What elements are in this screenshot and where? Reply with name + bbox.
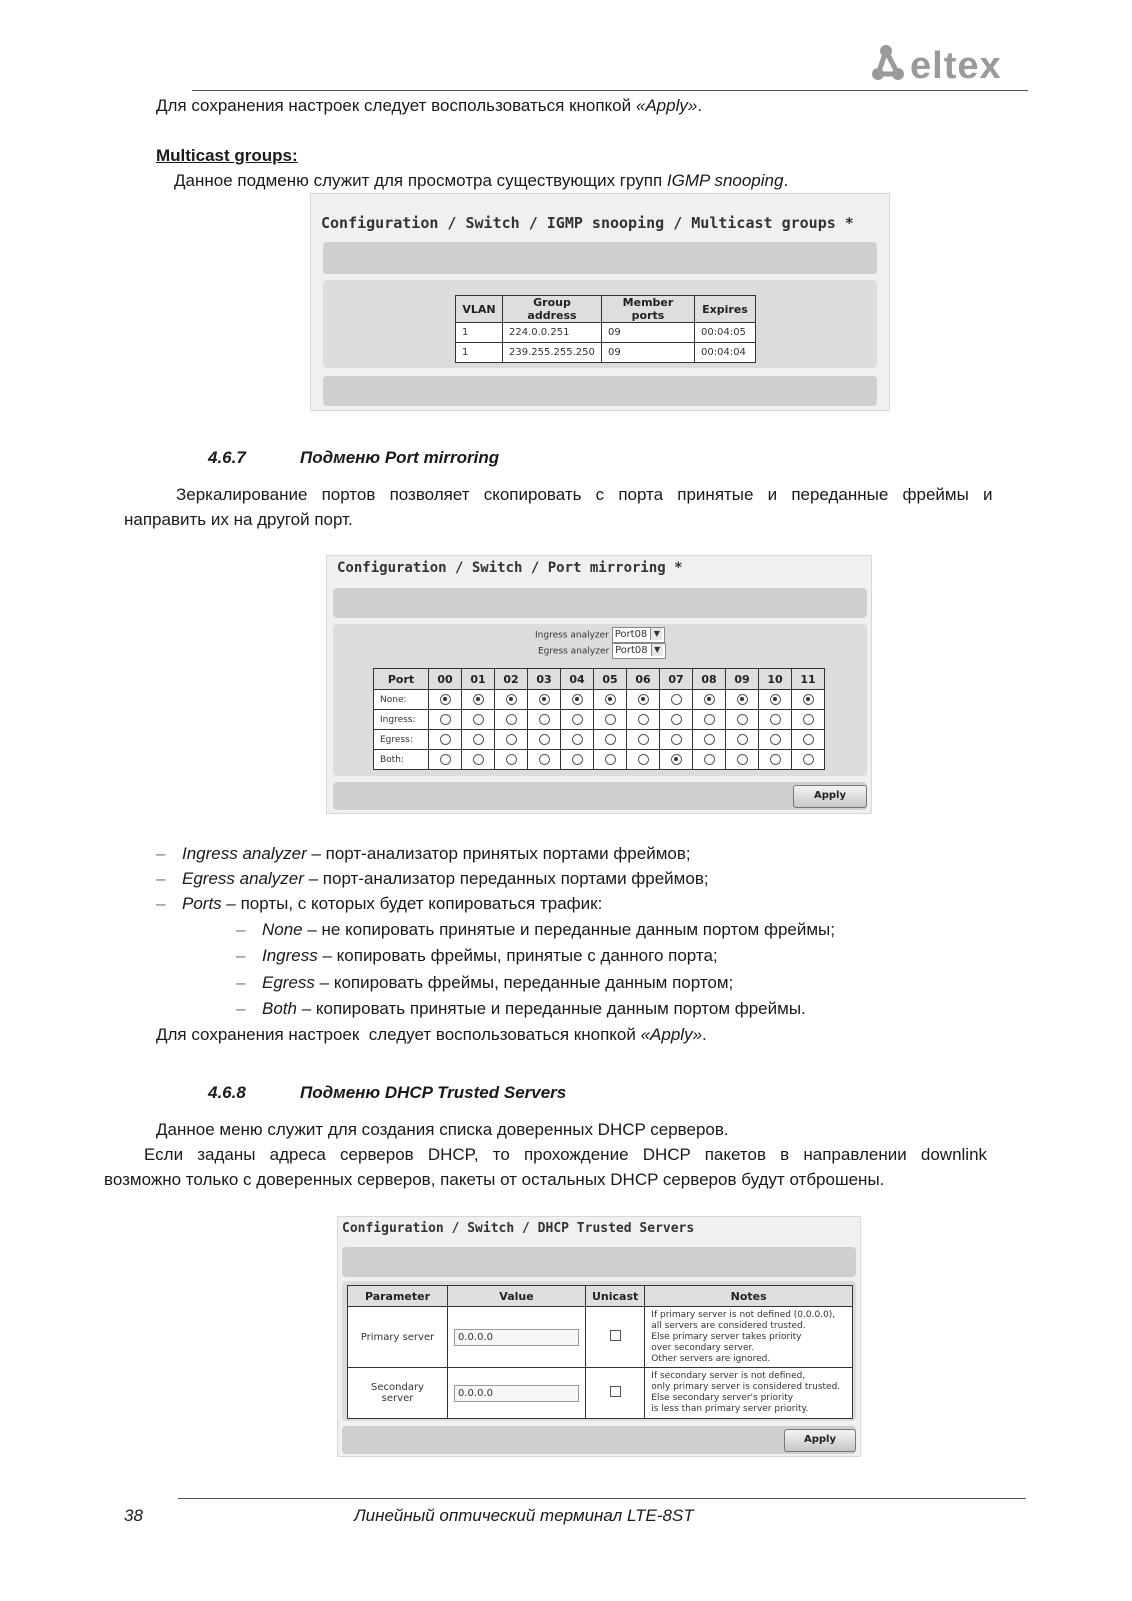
cell-value <box>448 1368 586 1419</box>
note-line: only primary server is considered trusted. <box>651 1382 841 1392</box>
port-mode-radio[interactable] <box>506 754 517 765</box>
cell-member-ports: 09 <box>602 323 695 343</box>
section-467-title: Подменю Port mirroring <box>300 448 500 467</box>
radio-cell <box>462 710 495 730</box>
port-mode-radio[interactable] <box>638 714 649 725</box>
radio-cell <box>561 710 594 730</box>
table-row <box>456 343 756 363</box>
row-label: Both: <box>374 750 429 770</box>
port-mirroring-screenshot-title: Configuration / Switch / Port mirroring * <box>337 560 683 576</box>
radio-cell <box>561 690 594 710</box>
col-port-09: 09 <box>726 669 759 690</box>
radio-cell <box>759 730 792 750</box>
section-468-para2-line1: Если заданы адреса серверов DHCP, то прохождение DHCP пакетов в направлении downlink <box>144 1145 988 1164</box>
multicast-screenshot-title: Configuration / Switch / IGMP snooping / Multicast groups * <box>321 214 854 232</box>
dhcp-apply-button[interactable]: Apply <box>784 1429 856 1452</box>
cell-expires: 00:04:05 <box>695 323 756 343</box>
bullet-ingress-analyzer: – Ingress analyzer – порт-анализатор принятых портами фреймов; <box>182 842 691 866</box>
radio-cell <box>429 690 462 710</box>
port-mode-radio[interactable] <box>506 694 517 705</box>
radio-cell <box>429 750 462 770</box>
port-mode-radio[interactable] <box>605 694 616 705</box>
col-port-04: 04 <box>561 669 594 690</box>
note-line: all servers are considered trusted. <box>651 1320 806 1331</box>
port-mode-radio[interactable] <box>671 754 682 765</box>
radio-cell <box>462 730 495 750</box>
eltex-logo-mark-icon <box>872 42 1042 88</box>
port-mode-radio[interactable] <box>473 754 484 765</box>
page-number: 38 <box>124 1506 143 1525</box>
intro-apply-note: Для сохранения настроек следует воспользоваться кнопкой «Apply». <box>156 96 703 115</box>
radio-cell <box>627 690 660 710</box>
col-port-00: 00 <box>429 669 462 690</box>
cell-vlan: 1 <box>456 343 503 363</box>
section-468-title: Подменю DHCP Trusted Servers <box>300 1083 567 1102</box>
port-mode-radio[interactable] <box>440 714 451 725</box>
egress-analyzer-row <box>538 643 666 659</box>
col-port-01: 01 <box>462 669 495 690</box>
port-mode-radio[interactable] <box>539 754 550 765</box>
port-mode-radio[interactable] <box>473 694 484 705</box>
note-line: Else primary server takes priority <box>651 1331 802 1342</box>
radio-cell <box>495 750 528 770</box>
radio-cell <box>726 710 759 730</box>
multicast-toolbar-bar <box>323 242 877 274</box>
cell-parameter: Primary server <box>348 1307 448 1368</box>
bullet-egress-analyzer: – Egress analyzer – порт-анализатор переданных портами фреймов; <box>182 867 709 891</box>
col-member-ports: Member ports <box>602 296 695 323</box>
radio-cell <box>528 710 561 730</box>
cell-expires: 00:04:04 <box>695 343 756 363</box>
cell-unicast <box>586 1368 645 1419</box>
col-expires: Expires <box>695 296 756 323</box>
dhcp-screenshot-title: Configuration / Switch / DHCP Trusted Servers <box>342 1221 695 1236</box>
radio-cell <box>759 690 792 710</box>
port-mode-radio[interactable] <box>803 694 814 705</box>
port-mode-radio[interactable] <box>440 694 451 705</box>
ingress-analyzer-row <box>535 627 665 643</box>
radio-cell <box>660 710 693 730</box>
port-mode-radio[interactable] <box>572 714 583 725</box>
radio-cell <box>627 710 660 730</box>
radio-cell <box>462 750 495 770</box>
radio-cell <box>792 730 825 750</box>
port-mode-radio[interactable] <box>473 734 484 745</box>
port-mode-radio[interactable] <box>770 754 781 765</box>
port-mode-radio[interactable] <box>770 734 781 745</box>
port-mode-radio[interactable] <box>803 754 814 765</box>
port-mode-radio[interactable] <box>638 694 649 705</box>
port-mode-radio[interactable] <box>539 734 550 745</box>
radio-cell <box>528 730 561 750</box>
col-port-11: 11 <box>792 669 825 690</box>
secondary-server-input[interactable]: 0.0.0.0 <box>454 1385 579 1402</box>
radio-cell <box>726 730 759 750</box>
port-mode-radio[interactable] <box>506 734 517 745</box>
port-mode-radio[interactable] <box>770 694 781 705</box>
col-port: Port <box>374 669 429 690</box>
port-mode-radio[interactable] <box>704 754 715 765</box>
table-row <box>348 1368 853 1419</box>
port-mirroring-footer-bar <box>333 782 867 810</box>
port-mode-radio[interactable] <box>704 694 715 705</box>
radio-cell <box>594 710 627 730</box>
ingress-analyzer-label: Ingress analyzer <box>535 630 609 641</box>
port-mode-radio[interactable] <box>572 734 583 745</box>
section-467-number: 4.6.7 <box>208 448 246 467</box>
note-line: Else secondary server's priority <box>651 1393 794 1403</box>
cell-notes <box>645 1307 853 1368</box>
radio-cell <box>495 690 528 710</box>
port-mode-radio[interactable] <box>737 734 748 745</box>
radio-cell <box>561 730 594 750</box>
sub-bullet-ingress: – Ingress – копировать фреймы, принятые с данного порта; <box>262 944 718 968</box>
col-port-07: 07 <box>660 669 693 690</box>
radio-cell <box>495 710 528 730</box>
radio-cell <box>594 690 627 710</box>
chevron-down-icon: ▼ <box>650 628 662 640</box>
port-mode-radio[interactable] <box>473 714 484 725</box>
cell-value <box>448 1307 586 1368</box>
table-row <box>456 323 756 343</box>
radio-cell <box>693 730 726 750</box>
col-port-05: 05 <box>594 669 627 690</box>
radio-cell <box>693 750 726 770</box>
radio-cell <box>693 710 726 730</box>
col-parameter: Parameter <box>348 1286 448 1307</box>
section-468-number: 4.6.8 <box>208 1083 246 1102</box>
note-line: is less than primary server priority. <box>651 1404 809 1414</box>
radio-cell <box>759 750 792 770</box>
col-value: Value <box>448 1286 586 1307</box>
radio-cell <box>660 750 693 770</box>
multicast-heading: Multicast groups: <box>156 146 298 165</box>
port-mode-radio[interactable] <box>803 714 814 725</box>
cell-parameter: Secondary server <box>348 1368 448 1419</box>
radio-cell <box>627 750 660 770</box>
secondary-unicast-checkbox[interactable] <box>610 1386 621 1397</box>
sub-bullet-none: – None – не копировать принятые и переданные данным портом фреймы; <box>262 918 835 942</box>
cell-unicast <box>586 1307 645 1368</box>
port-mirroring-apply-button[interactable]: Apply <box>793 785 867 808</box>
ingress-analyzer-select[interactable]: Port08 ▼ <box>612 627 666 643</box>
dhcp-toolbar-bar <box>342 1247 856 1277</box>
port-mode-radio[interactable] <box>605 734 616 745</box>
row-label: Egress: <box>374 730 429 750</box>
port-mode-radio[interactable] <box>704 714 715 725</box>
port-mode-radio[interactable] <box>770 714 781 725</box>
port-mode-radio[interactable] <box>539 714 550 725</box>
chevron-down-icon: ▼ <box>651 644 663 656</box>
port-mode-radio[interactable] <box>737 714 748 725</box>
primary-unicast-checkbox[interactable] <box>610 1330 621 1341</box>
table-row <box>374 750 825 770</box>
dhcp-trusted-servers-screenshot <box>337 1216 861 1457</box>
radio-cell <box>792 710 825 730</box>
radio-cell <box>759 710 792 730</box>
table-row <box>348 1307 853 1368</box>
port-mode-radio[interactable] <box>572 754 583 765</box>
section-467-para-line2: направить их на другой порт. <box>124 510 353 529</box>
port-mirroring-toolbar-bar <box>333 588 867 618</box>
section-467-para-line1: Зеркалирование портов позволяет скопировать с порта принятые и переданные фреймы и <box>176 485 993 504</box>
col-port-08: 08 <box>693 669 726 690</box>
table-row <box>374 710 825 730</box>
radio-cell <box>462 690 495 710</box>
multicast-footer-bar <box>323 376 877 406</box>
radio-cell <box>528 690 561 710</box>
cell-vlan: 1 <box>456 323 503 343</box>
multicast-groups-table <box>455 295 756 363</box>
footer-rule <box>178 1498 1026 1499</box>
table-row <box>374 730 825 750</box>
col-vlan: VLAN <box>456 296 503 323</box>
svg-text:eltex: eltex <box>910 45 1002 87</box>
col-port-02: 02 <box>495 669 528 690</box>
bullet-ports: – Ports – порты, с которых будет копироваться трафик: <box>182 892 602 916</box>
port-mirroring-table <box>373 668 825 770</box>
radio-cell <box>495 730 528 750</box>
note-line: over secondary server. <box>651 1342 755 1353</box>
radio-cell <box>726 750 759 770</box>
footer-doc-title: Линейный оптический терминал LTE-8ST <box>354 1506 694 1525</box>
sub-bullet-egress: – Egress – копировать фреймы, переданные данным портом; <box>262 971 733 995</box>
section-468-para2-line2: возможно только с доверенных серверов, пакеты от остальных DHCP серверов будут отброшены. <box>104 1170 885 1189</box>
port-mode-radio[interactable] <box>539 694 550 705</box>
radio-cell <box>627 730 660 750</box>
port-mode-radio[interactable] <box>638 754 649 765</box>
radio-cell <box>792 750 825 770</box>
radio-cell <box>429 710 462 730</box>
port-mirroring-screenshot <box>326 555 872 814</box>
radio-cell <box>528 750 561 770</box>
section-467-apply-note: Для сохранения настроек следует воспользоваться кнопкой «Apply». <box>156 1025 707 1044</box>
col-port-06: 06 <box>627 669 660 690</box>
egress-analyzer-select[interactable]: Port08 ▼ <box>612 643 666 659</box>
cell-group-address: 224.0.0.251 <box>503 323 602 343</box>
row-label: Ingress: <box>374 710 429 730</box>
radio-cell <box>594 750 627 770</box>
port-mode-radio[interactable] <box>737 754 748 765</box>
port-mode-radio[interactable] <box>803 734 814 745</box>
port-mode-radio[interactable] <box>605 754 616 765</box>
port-mode-radio[interactable] <box>671 734 682 745</box>
note-line: Other servers are ignored. <box>651 1353 771 1364</box>
col-group-address: Group address <box>503 296 602 323</box>
cell-group-address: 239.255.255.250 <box>503 343 602 363</box>
port-mode-radio[interactable] <box>506 714 517 725</box>
dhcp-servers-table <box>347 1285 853 1419</box>
radio-cell <box>660 730 693 750</box>
multicast-groups-screenshot <box>310 193 890 411</box>
radio-cell <box>693 690 726 710</box>
multicast-description: Данное подменю служит для просмотра существующих групп IGMP snooping. <box>174 171 789 190</box>
cell-member-ports: 09 <box>602 343 695 363</box>
col-notes: Notes <box>645 1286 853 1307</box>
header-rule <box>192 90 1028 91</box>
section-468-para1: Данное меню служит для создания списка доверенных DHCP серверов. <box>156 1120 729 1139</box>
col-port-03: 03 <box>528 669 561 690</box>
dhcp-footer-bar <box>342 1426 856 1454</box>
table-row <box>374 690 825 710</box>
col-unicast: Unicast <box>586 1286 645 1307</box>
port-mode-radio[interactable] <box>671 694 682 705</box>
port-mode-radio[interactable] <box>440 734 451 745</box>
eltex-logo <box>872 42 1042 88</box>
primary-server-input[interactable]: 0.0.0.0 <box>454 1329 579 1346</box>
radio-cell <box>594 730 627 750</box>
port-mode-radio[interactable] <box>572 694 583 705</box>
row-label: None: <box>374 690 429 710</box>
note-line: If secondary server is not defined, <box>651 1371 806 1381</box>
port-mode-radio[interactable] <box>638 734 649 745</box>
radio-cell <box>561 750 594 770</box>
egress-analyzer-label: Egress analyzer <box>538 646 610 657</box>
col-port-10: 10 <box>759 669 792 690</box>
radio-cell <box>660 690 693 710</box>
port-mode-radio[interactable] <box>440 754 451 765</box>
cell-notes <box>645 1368 853 1419</box>
note-line: If primary server is not defined (0.0.0.0), <box>651 1309 836 1320</box>
radio-cell <box>726 690 759 710</box>
radio-cell <box>792 690 825 710</box>
port-mode-radio[interactable] <box>671 714 682 725</box>
radio-cell <box>429 730 462 750</box>
port-mode-radio[interactable] <box>605 714 616 725</box>
port-mode-radio[interactable] <box>704 734 715 745</box>
sub-bullet-both: – Both – копировать принятые и переданные данным портом фреймы. <box>262 997 806 1021</box>
port-mode-radio[interactable] <box>737 694 748 705</box>
